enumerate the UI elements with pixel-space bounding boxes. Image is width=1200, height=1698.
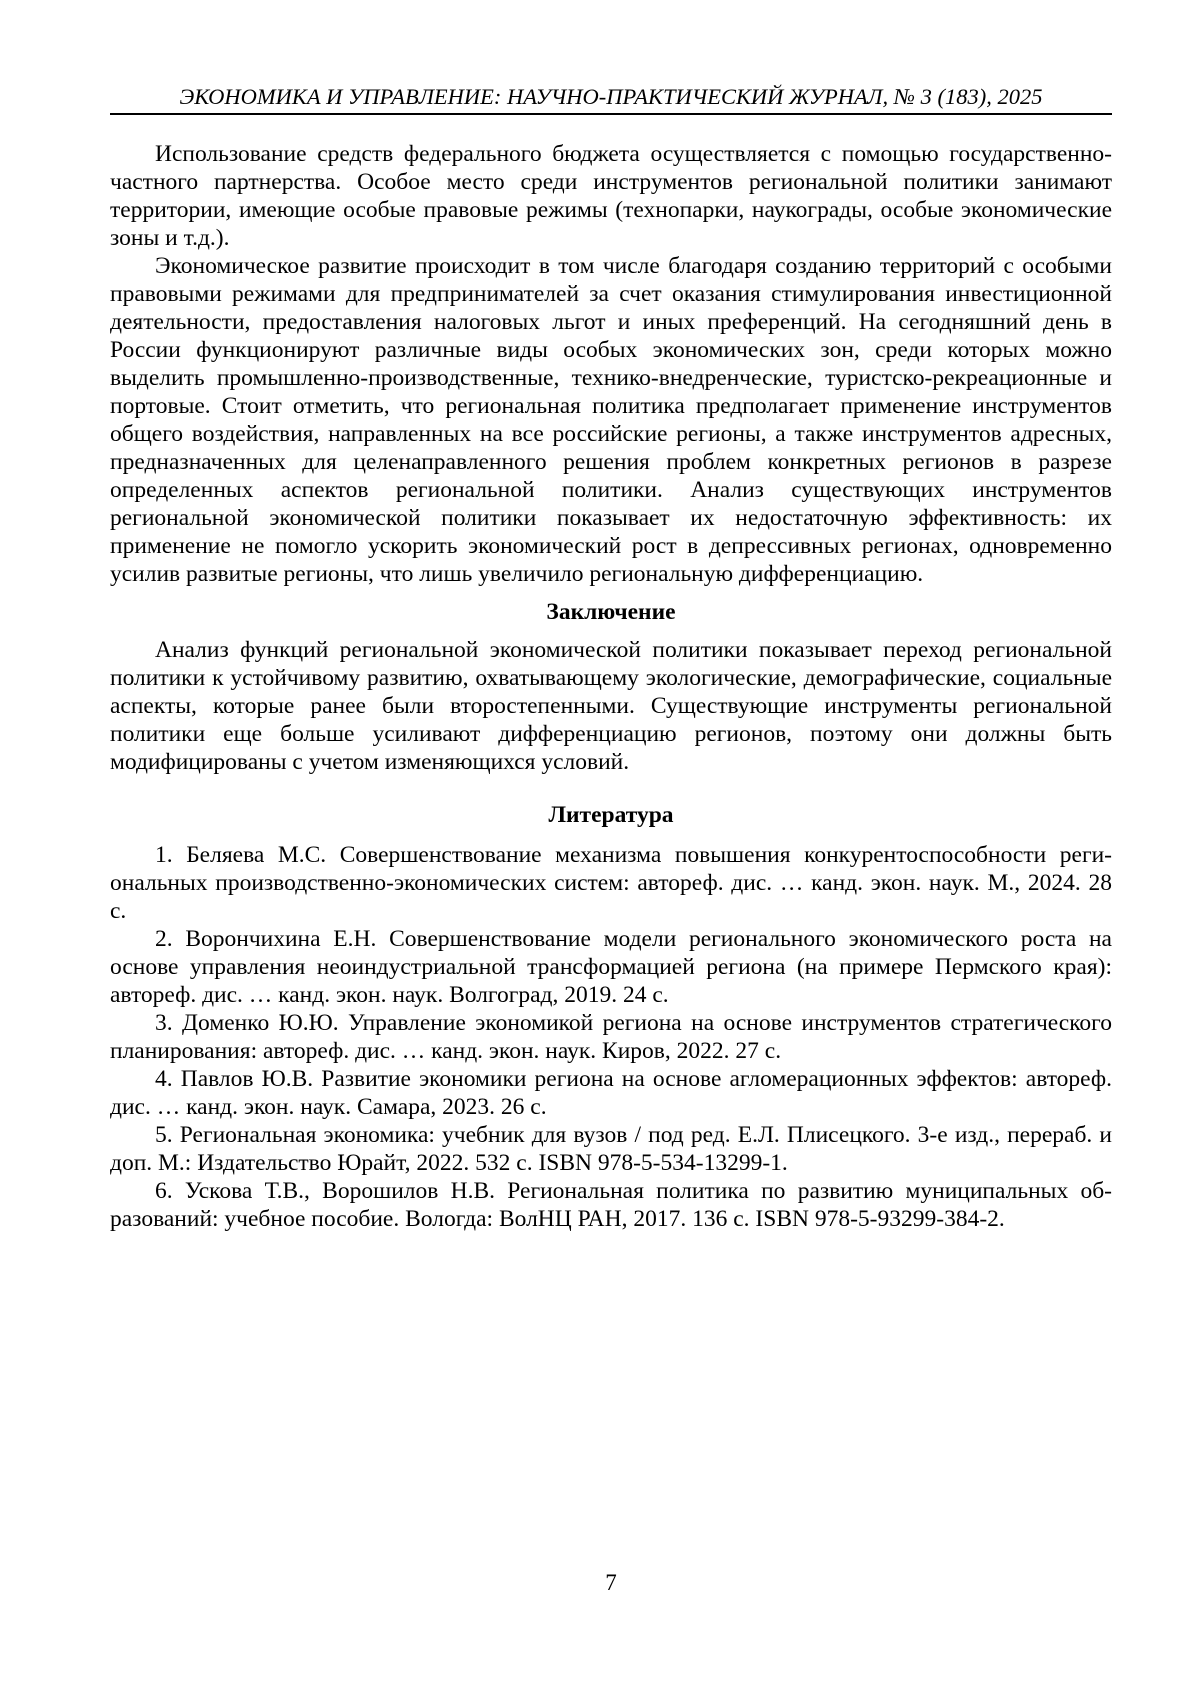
reference-list [110,841,1112,1233]
page-number: 7 [605,1570,617,1595]
journal-header [110,84,1112,115]
reference-item: 5. Региональная экономика: учебник для вузов / под ред. Е.Л. Плисецкого. 3-е изд., перераб. и доп. М.: Издательство Юрайт, 2022. 532 с. ISBN 978-5-534-13299-1. [110,1122,1112,1176]
reference-item: 1. Беляева М.С. Совершенствование механизма повышения конкурентоспособности региональных производственно-экономических систем: автореф. дис. … канд. экон. наук. М., 2024. 28 с. [110,842,1112,924]
section-heading-literature: Литература [548,802,674,828]
body-paragraph: Использование средств федерального бюджета осуществляется с помощью государственно-частного партнерства. Особое место среди инструментов региональной политики занимают территории, имеющие особые правовые режимы (технопарки, наукограды, особые экономические зоны и т.д.). [110,141,1112,251]
conclusion-paragraph: Анализ функций региональной экономической политики показывает переход региональной политики к устойчивому развитию, охватывающему экологические, демографические, социальные аспекты, которые ранее были второстепенными. Существующие инструменты региональной политики еще больше усиливают дифференциацию регионов, поэтому они должны быть модифицированы с учетом изменяющихся условий. [110,637,1112,775]
reference-item: 6. Ускова Т.В., Ворошилов Н.В. Региональная политика по развитию муниципальных образований: учебное пособие. Вологда: ВолНЦ РАН, 2017. 136 с. ISBN 978-5-93299-384-2. [110,1178,1112,1232]
reference-item: 4. Павлов Ю.В. Развитие экономики региона на основе агломерационных эффектов: автореф. дис. … канд. экон. наук. Самара, 2023. 26 с. [110,1066,1112,1120]
body-paragraph: Экономическое развитие происходит в том числе благодаря созданию территорий с особыми правовыми режимами для предпринимателей за счет оказания стимулирования инвестиционной деятельности, предоставления налоговых льгот и иных преференций. На сегодняшний день в России функционируют различные виды особых экономических зон, среди которых можно выделить промышленно-производственные, технико-внедренческие, туристско-рекреационные и портовые. Стоит отметить, что региональная политика предполагает применение инструментов общего воздействия, направленных на все российские регионы, а также инструментов адресных, предназначенных для целенаправленного решения проблем конкретных регионов в разрезе определенных аспектов региональной политики. Анализ существующих инструментов региональной экономической политики показывает их недостаточную эффективность: их применение не помогло ускорить экономический рост в депрессивных регионах, одновременно усилив развитые регионы, что лишь увеличило региональную дифференциацию. [110,253,1112,587]
page-footer [110,1569,1112,1597]
section-heading-conclusion: Заключение [546,599,676,625]
article-body [110,140,1112,1233]
reference-item: 2. Ворончихина Е.Н. Совершенствование модели регионального экономического роста на основе управления неоиндустриальной трансформацией региона (на примере Пермского края): автореф. дис. … канд. экон. наук. Волгоград, 2019. 24 с. [110,926,1112,1008]
reference-item: 3. Доменко Ю.Ю. Управление экономикой региона на основе инструментов стратегического планирования: автореф. дис. … канд. экон. наук. Киров, 2022. 27 с. [110,1010,1112,1064]
journal-title: ЭКОНОМИКА И УПРАВЛЕНИЕ: НАУЧНО-ПРАКТИЧЕСКИЙ ЖУРНАЛ, № 3 (183), 2025 [179,84,1043,109]
